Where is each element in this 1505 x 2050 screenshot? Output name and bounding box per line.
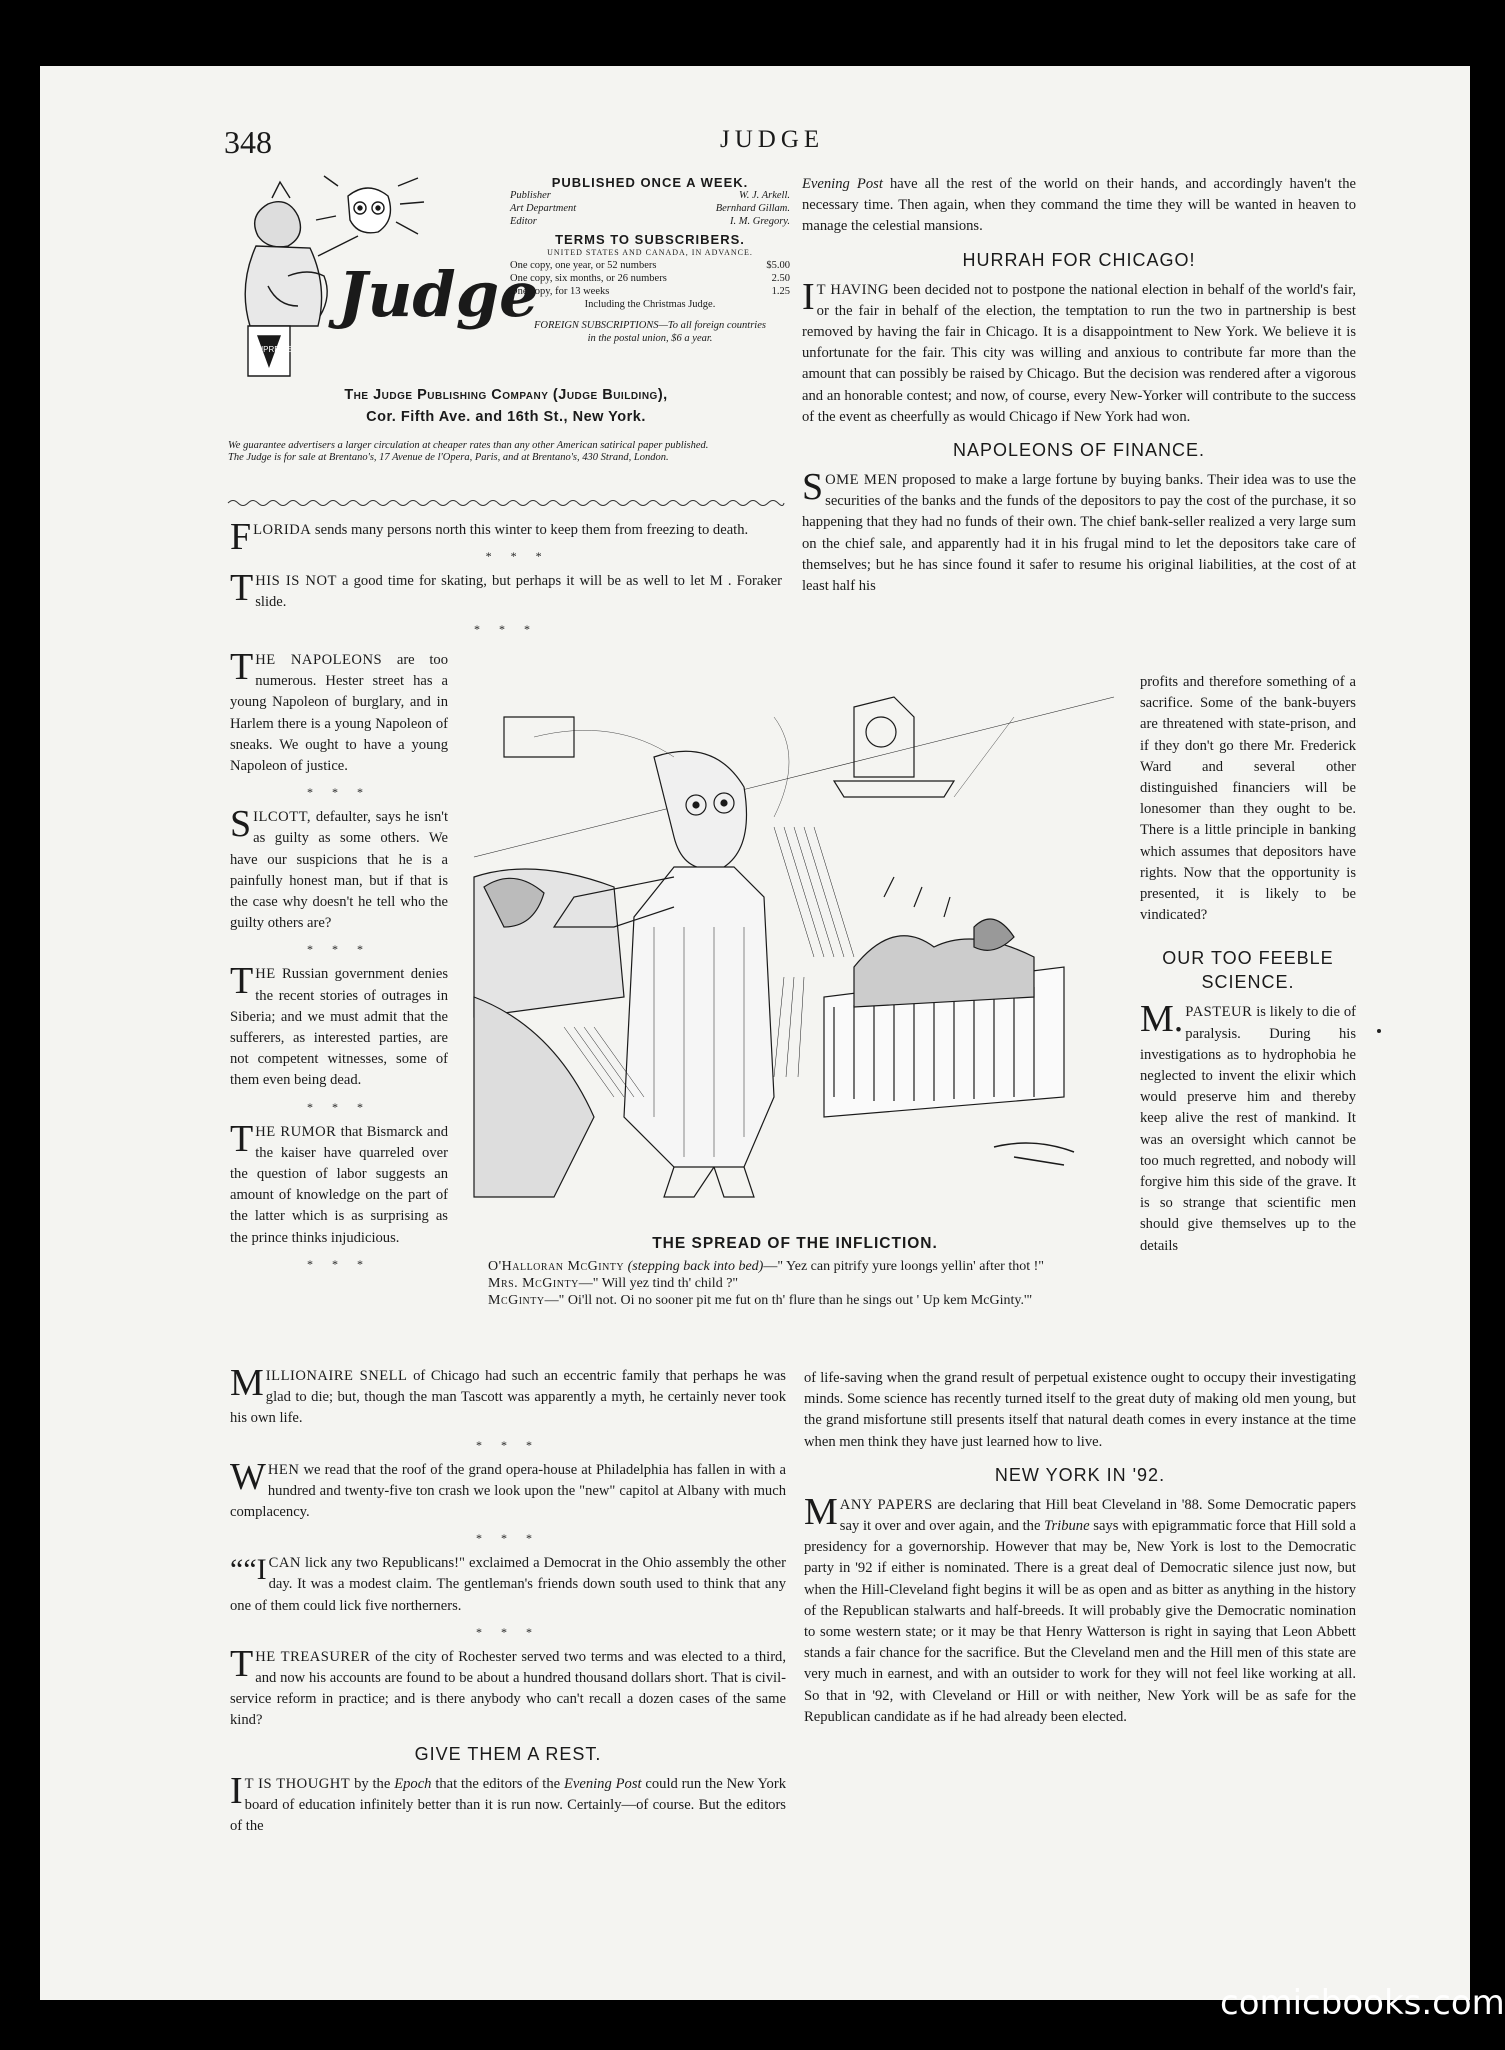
magazine-title: JUDGE [720, 126, 825, 153]
paragraph-russian: THE Russian government denies the recent stories of outrages in Siberia; and we must admit that the sufferers, as interested parties, are not competent witnesses, some of them even being dead. [230, 960, 448, 1089]
heading-hurrah-for-chicago: HURRAH FOR CHICAGO! [962, 249, 1196, 270]
paragraph-new-york: MANY PAPERS are declaring that Hill beat Cleveland in '88. Some Democratic papers say it over and over again, and the Tribune says with epigrammatic force that Hill sold a presidency for a governorship. However that may be, New York is lost to the Democratic party in '92 if either is nominated. There is a great deal of Democratic silence just now, but when the Hill-Cleveland fight begins it will be as open and as bitter as anything in the history of the Republican stalwarts and half-breeds. It will probably give the Democratic nomination to some western state; or it may be that Henry Watterson is right in saying that Leon Abbett stands a fair chance for the sacrifice. But the Cleveland men and the Hill men of this state are very much in earnest, and with an outsider to work for they will not feel like working at all. So that in '92, with Cleveland or Hill or with neither, New York will be as safe for the Republican candidate as if he had already been elected. [804, 1490, 1356, 1725]
separator-stars: * * * [307, 942, 371, 957]
guarantee-line: We guarantee advertisers a larger circulation at cheaper rates than any other American satirical paper published. [228, 440, 709, 451]
publisher-address: Cor. Fifth Ave. and 16th St., New York. [366, 409, 646, 425]
paragraph-napoleons: THE NAPOLEONS are too numerous. Hester street has a young Napoleon of burglary, and in Harlem there is a young Napoleon of sneaks. We ought to have a young Napoleon of justice. [230, 646, 449, 775]
masthead [510, 176, 790, 345]
cartoon-caption [474, 1235, 1116, 1309]
paragraph-lick: ““I CAN lick any two Republicans!" exclaimed a Democrat in the Ohio assembly the other day. It was a modest claim. The gentleman's friends down south used to think that any one of them could lick five northerners. [230, 1553, 786, 1614]
separator-stars: * * * [307, 1099, 371, 1114]
caption-line: Mrs. McGinty—" Will yez tind th' child ?" [488, 1276, 739, 1291]
price-row: One copy, for 13 weeks 1.25 [510, 286, 790, 297]
judge-logo-illustration [228, 176, 539, 384]
logo-badge: SUPREME [252, 345, 292, 354]
price-row: One copy, one year, or 52 numbers $5.00 [510, 260, 790, 271]
terms-sub: UNITED STATES AND CANADA, IN ADVANCE. [547, 248, 753, 257]
right-column-top [802, 174, 1356, 607]
brentano-line: The Judge is for sale at Brentano's, 17 Avenue de l'Opera, Paris, and at Brentano's, 430 Strand, London. [228, 452, 669, 463]
right-column-bottom [804, 1368, 1356, 1738]
paragraph-treasurer: THE TREASURER of the city of Rochester served two terms and was elected to a third, and now his accounts are found to be about a hundred thousand dollars short. That is civil-service reform in practice; and is there anybody who can't recall a dozen cases of the same kind? [230, 1642, 787, 1729]
paragraph-rest: I T IS THOUGHT by the Epoch that the editors of the Evening Post could run the New York board of education infinitely better than it is run now. Certainly—of course. But the editors of the [230, 1769, 787, 1835]
separator-stars: * * * [476, 1437, 540, 1452]
right-column-narrow [1140, 672, 1356, 1267]
paragraph-evening-post: Evening Post have all the rest of the world on their hands, and accordingly haven't the necessary time. Then again, when they command the time they will be wanted in heaven to manage the celestial mansions. [802, 176, 1356, 235]
paragraph-snell: MILLIONAIRE SNELL of Chicago had such an eccentric family that perhaps he was glad to die; but, though the man Tascott was apparently a myth, he certainly never took his own life. [230, 1362, 786, 1427]
paragraph-science: M. PASTEUR is likely to die of paralysis. During his investigations as to hydrophobia he neglected to invent the elixir which would preserve him and thereby keep alive the rest of mankind. It was an oversight which cannot be too much regretted, and nobody will forgive him this side of the grave. It is so strange that scientific men should give themselves up to the details [1140, 998, 1356, 1254]
wavy-divider [228, 498, 784, 508]
logo-wordmark: Judge [338, 258, 539, 331]
left-column-narrow [230, 646, 449, 1279]
heading-new-york-in-92: NEW YORK IN '92. [994, 1464, 1166, 1485]
paragraph-napoleons-finance: SOME MEN proposed to make a large fortune by buying banks. Their idea was to use the securities of the banks and the funds of the depositors to pay the cost of the purchase, it so happening that they had no funds of their own. The chief bank-seller realized a very large sum on the chief sale, and apparently had it in his frugal mind to let the depositors take care of themselves; but he has since found it safer to resume his original liabilities, at the cost of at least half his [802, 466, 1356, 595]
heading-give-them-a-rest: GIVE THEM A REST. [414, 1743, 602, 1764]
heading-our-too-feeble-science: OUR TOO FEEBLE SCIENCE. [1162, 948, 1334, 993]
published-line: PUBLISHED ONCE A WEEK. [551, 175, 749, 190]
separator-stars: * * * [307, 1256, 371, 1271]
separator-stars: * * * [476, 1531, 540, 1546]
foreign-subscriptions: FOREIGN SUBSCRIPTIONS—To all foreign countries in the postal union, $6 a year. [534, 320, 766, 344]
caption-line: McGinty—" Oi'll not. Oi no sooner pit me fut on th' flure than he sings out ' Up kem McGinty.'" [488, 1293, 1033, 1308]
separator-stars: * * * [474, 621, 538, 636]
staff-row: Publisher W. J. Arkell. [510, 190, 790, 201]
left-column-bottom [230, 1362, 787, 1847]
price-row: One copy, six months, or 26 numbers 2.50 [510, 273, 790, 284]
terms-title: TERMS TO SUBSCRIBERS. [555, 232, 745, 247]
stray-mark [1377, 1029, 1381, 1033]
paragraph-napoleons-continued: profits and therefore something of a sacrifice. Some of the bank-buyers are threatened with state-prison, and if they don't go there Mr. Frederick Ward and several other distinguished financiers will be lonesomer than they ought to be. There is a little principle in banking which assumes that depositors have rights. Now that the opportunity is presented, it is likely to be vindicated? [1140, 674, 1356, 924]
page-edge [1466, 66, 1470, 2000]
separator-stars: * * * [307, 785, 371, 800]
watermark: comicbooks.com [1220, 1983, 1505, 2023]
left-column-top [230, 516, 782, 644]
publisher-name: The Judge Publishing Company (Judge Building), [344, 387, 668, 403]
paragraph-science-continued: of life-saving when the grand result of perpetual existence ought to occupy their investigating minds. Some science has recently turned itself to the great duty of making old men young, but the grand misfortune still presents itself that natural death comes in every instance at the time when men think they have just learned how to live. [804, 1370, 1356, 1450]
christmas-note: Including the Christmas Judge. [584, 299, 716, 310]
page-number: 348 [224, 124, 272, 160]
separator-stars: * * * [476, 1624, 540, 1639]
publisher-block [226, 384, 786, 428]
staff-row: Editor I. M. Gregory. [510, 216, 790, 227]
paragraph-silcott: SILCOTT, defaulter, says he isn't as guilty as some others. We have our suspicions that he is a painfully honest man, but if that is the case why doesn't he tell who the guilty others are? [230, 803, 448, 932]
caption-line: O'Halloran McGinty (stepping back into bed)—" Yez can pitrify yure loongs yellin' after thot !" [488, 1259, 1044, 1274]
paragraph-hurrah: I T HAVING been decided not to postpone the national election in behalf of the world's fair, or the fair in behalf of the election, the temptation to run the two in partnership is best removed by having the fair in Chicago. It is a disappointment to New York. We believe it is unfortunate for the fair. This city was willing and anxious to contribute far more than the amount that can possibly be raised by Chicago. But the decision was rendered after a vigorous and an honorable contest; and now, of course, every New-Yorker will contribute to the success of the event as cheerfully as would Chicago if New York had won. [802, 275, 1356, 425]
caption-title: THE SPREAD OF THE INFLICTION. [652, 1235, 938, 1252]
staff-row: Art Department Bernhard Gillam. [510, 203, 790, 214]
heading-napoleons-of-finance: NAPOLEONS OF FINANCE. [952, 440, 1206, 461]
paragraph-opera: WHEN we read that the roof of the grand opera-house at Philadelphia has fallen in with a hundred and twenty-five ton crash we look upon the "new" capitol at Albany with much complacency. [230, 1455, 786, 1521]
cartoon-illustration [474, 697, 1116, 1227]
paragraph-florida: FLORIDA sends many persons north this winter to keep them from freezing to death. [230, 516, 749, 558]
paragraph-skating: THIS IS NOT a good time for skating, but perhaps it will be as well to let M . Foraker slide. [230, 567, 782, 611]
guarantee-notice [228, 440, 788, 464]
paragraph-rumor: THE RUMOR that Bismarck and the kaiser have quarreled over the question of labor suggests an amount of knowledge on the part of the latter which is as surprising as the prince thinks injudicious. [230, 1117, 448, 1246]
separator-stars: * * * [485, 549, 550, 564]
